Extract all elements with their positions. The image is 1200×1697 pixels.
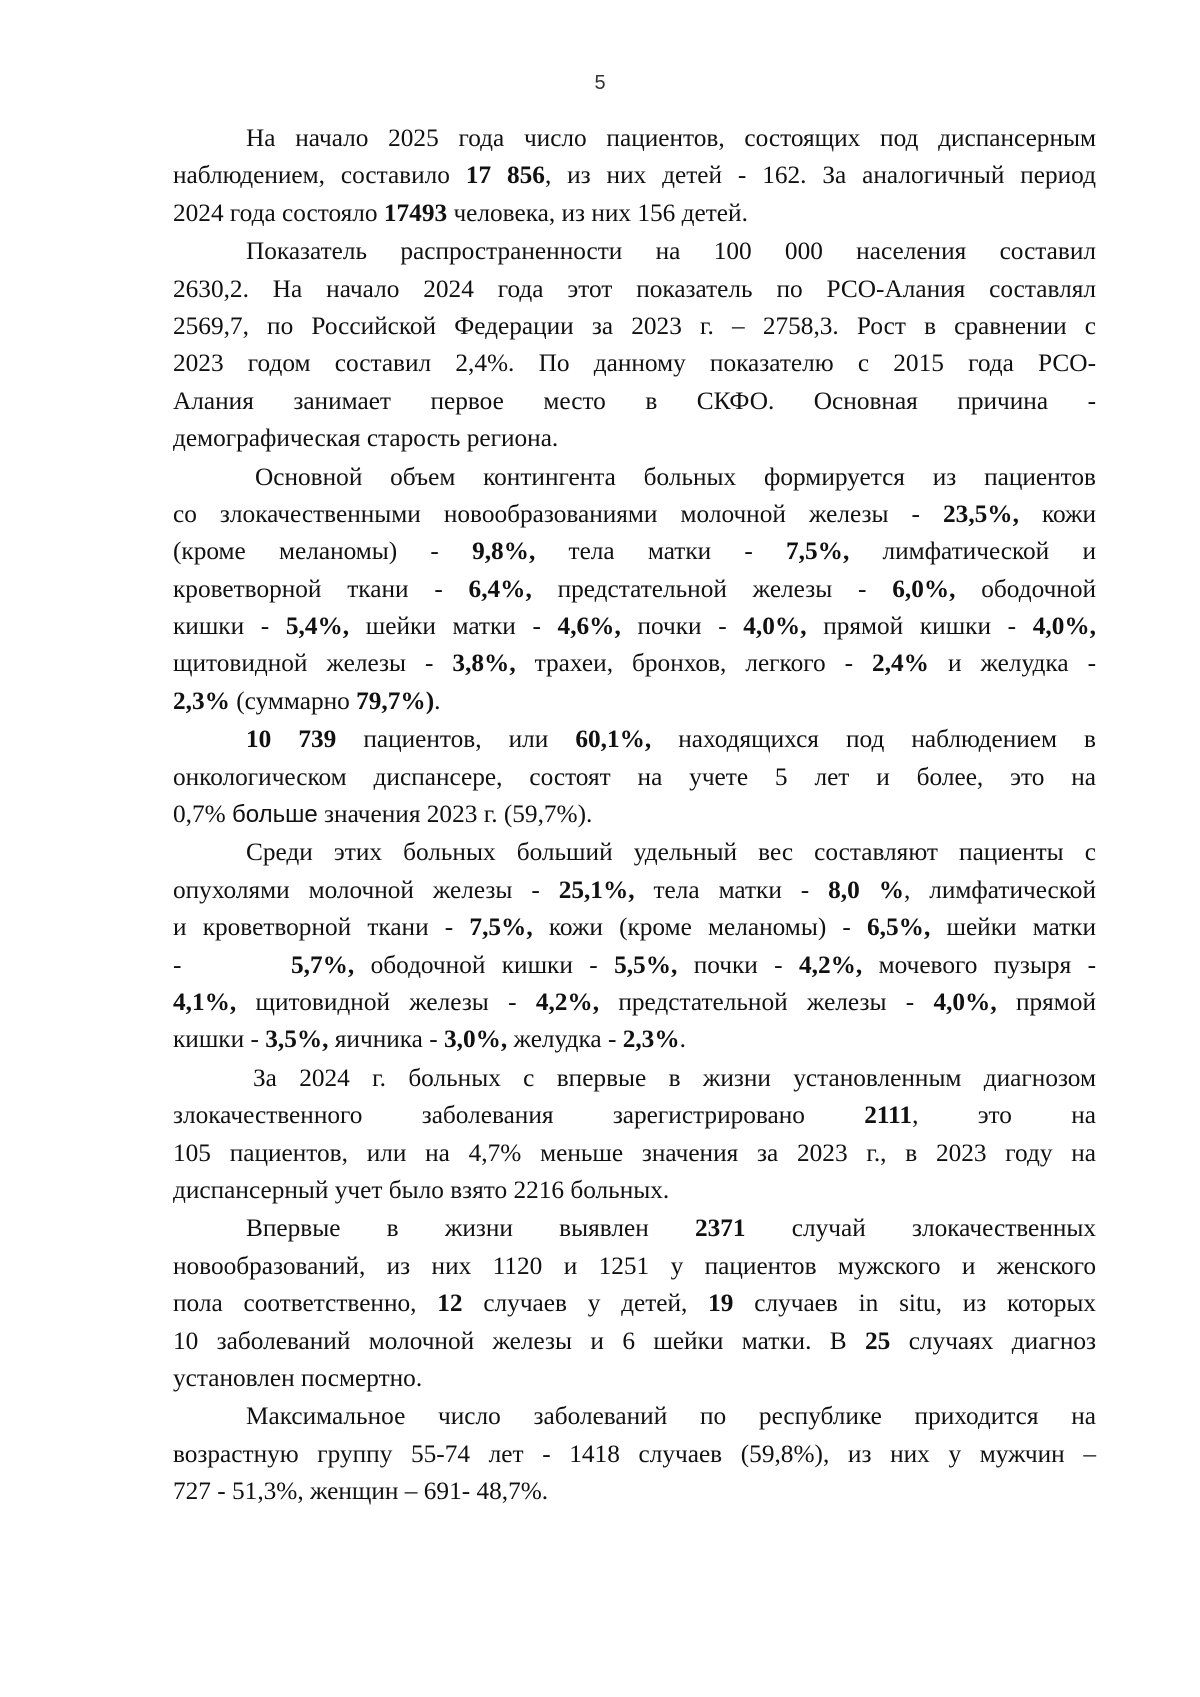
text-line: со злокачественными новообразованиями молочной железы - 23,5%, кожи bbox=[173, 499, 1096, 528]
text-line: установлен посмертно. bbox=[173, 1363, 423, 1392]
text-line: 727 - 51,3%, женщин – 691- 48,7%. bbox=[173, 1477, 549, 1506]
text-line: Основной объем контингента больных формируется из пациентов bbox=[255, 462, 1096, 491]
text-line: щитовидной железы - 3,8%, трахеи, бронхов, легкого - 2,4% и желудка - bbox=[173, 649, 1096, 678]
paragraph-patients-under-observation bbox=[173, 120, 1096, 232]
text-line: 2569,7, по Российской Федерации за 2023 г. – 2758,3. Рост в сравнении с bbox=[173, 311, 1096, 340]
paragraph-contingent-structure bbox=[173, 459, 1096, 721]
text-line: 2023 годом составил 2,4%. По данному показателю с 2015 года РСО- bbox=[173, 349, 1096, 378]
text-line: Алания занимает первое место в СКФО. Основная причина - bbox=[173, 386, 1096, 415]
text-line: кишки - 5,4%, шейки матки - 4,6%, почки - 4,0%, прямой кишки - 4,0%, bbox=[173, 612, 1096, 641]
text-line: 4,1%, щитовидной железы - 4,2%, предстательной железы - 4,0%, прямой bbox=[173, 987, 1096, 1016]
text-line: 0,7% больше значения 2023 г. (59,7%). bbox=[173, 800, 593, 829]
text-line: кишки - 3,5%, яичника - 3,0%, желудка - 2,3%. bbox=[173, 1025, 686, 1054]
text-line: кроветворной ткани - 6,4%, предстательной железы - 6,0%, ободочной bbox=[173, 574, 1097, 603]
text-line: За 2024 г. больных с впервые в жизни установленным диагнозом bbox=[253, 1063, 1096, 1092]
text-line: наблюдением, составило 17 856, из них детей - 162. За аналогичный период bbox=[173, 161, 1096, 190]
text-line: пола соответственно, 12 случаев у детей, 19 случаев in situ, из которых bbox=[173, 1289, 1097, 1318]
text-line: 2630,2. На начало 2024 года этот показатель по РСО-Алания составлял bbox=[173, 274, 1096, 303]
text-line: Максимальное число заболеваний по республике приходится на bbox=[246, 1402, 1096, 1431]
text-line: опухолями молочной железы - 25,1%, тела матки - 8,0 %, лимфатической bbox=[173, 875, 1096, 904]
text-line: и кроветворной ткани - 7,5%, кожи (кроме меланомы) - 6,5%, шейки матки bbox=[173, 913, 1097, 942]
paragraph-five-year-structure bbox=[173, 834, 1096, 1058]
paragraph-new-cases-registered bbox=[173, 1060, 1096, 1210]
text-line: возрастную группу 55-74 лет - 1418 случаев (59,8%), из них у мужчин – bbox=[173, 1439, 1096, 1468]
text-line: 2,3% (суммарно 79,7%). bbox=[173, 686, 441, 715]
text-line: 10 739 пациентов, или 60,1%, находящихся под наблюдением в bbox=[246, 725, 1096, 754]
paragraph-first-detected-cases bbox=[173, 1210, 1096, 1397]
paragraph-five-year-registry bbox=[173, 721, 1096, 833]
text-line: На начало 2025 года число пациентов, состоящих под диспансерным bbox=[246, 124, 1096, 152]
text-line: 2024 года состояло 17493 человека, из них 156 детей. bbox=[173, 198, 748, 227]
text-line: демографическая старость региона. bbox=[173, 424, 559, 453]
text-line: (кроме меланомы) - 9,8%, тела матки - 7,5%, лимфатической и bbox=[173, 537, 1096, 566]
text-line: онкологическом диспансере, состоят на учете 5 лет и более, это на bbox=[173, 762, 1096, 791]
text-line: Показатель распространенности на 100 000 населения составил bbox=[246, 237, 1096, 266]
paragraph-prevalence bbox=[173, 233, 1096, 457]
page-number: 5 bbox=[594, 72, 606, 94]
paragraph-age-group bbox=[173, 1398, 1096, 1510]
text-line: злокачественного заболевания зарегистрировано 2111, это на bbox=[173, 1101, 1096, 1130]
text-line: 105 пациентов, или на 4,7% меньше значения за 2023 г., в 2023 году на bbox=[173, 1138, 1096, 1167]
text-line: - 5,7%, ободочной кишки - 5,5%, почки - 4,2%, мочевого пузыря - bbox=[173, 950, 1097, 979]
text-line: Среди этих больных больший удельный вес составляют пациенты с bbox=[246, 838, 1096, 867]
document-body bbox=[173, 120, 1096, 1510]
text-line: 10 заболеваний молочной железы и 6 шейки матки. В 25 случаях диагноз bbox=[173, 1326, 1096, 1355]
text-line: новообразований, из них 1120 и 1251 у пациентов мужского и женского bbox=[173, 1251, 1096, 1280]
text-line: Впервые в жизни выявлен 2371 случай злокачественных bbox=[246, 1214, 1096, 1243]
text-line: диспансерный учет было взято 2216 больных. bbox=[173, 1175, 670, 1204]
